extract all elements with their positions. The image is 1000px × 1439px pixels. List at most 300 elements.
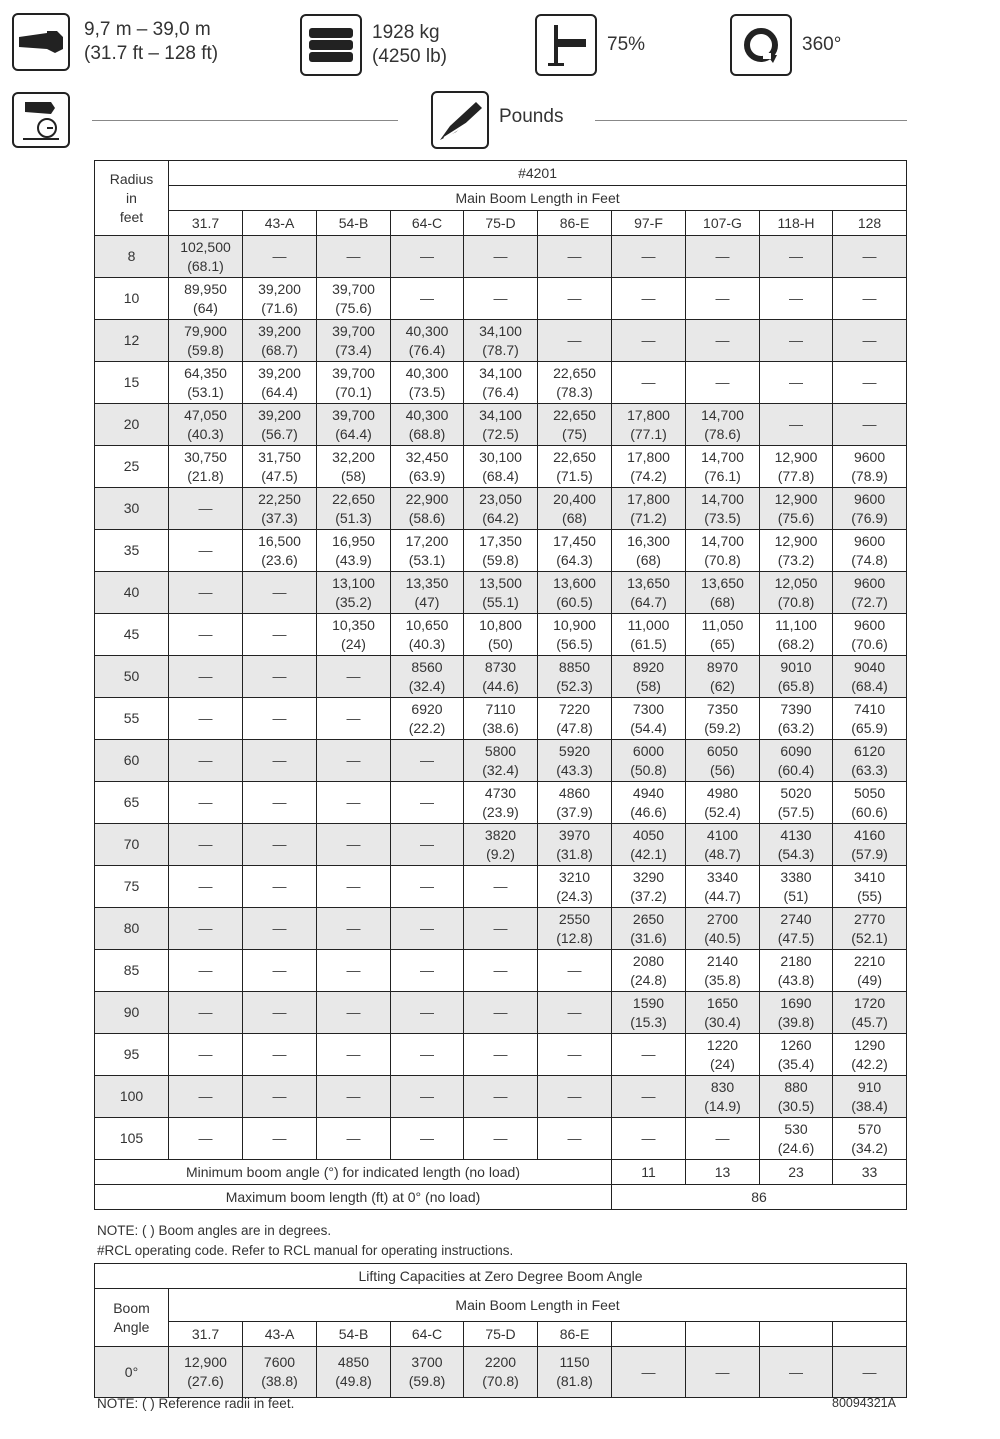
capacity-value: 3410 (853, 868, 886, 885)
capacity-cell (686, 1076, 760, 1118)
capacity-value: 17,800 (627, 490, 670, 507)
capacity-value: 14,700 (701, 406, 744, 423)
capacity-value: 9600 (853, 574, 886, 591)
capacity-cell: — (391, 950, 464, 992)
capacity-cell: — (317, 1118, 391, 1160)
radius-value: 25 (95, 446, 169, 488)
boom-length-column-header: 128 (833, 211, 907, 236)
counterweight-kg: 1928 kg (372, 22, 440, 43)
zero-capacity-cell (538, 1347, 612, 1398)
table-row (95, 908, 907, 950)
capacity-cell (833, 530, 907, 572)
capacity-cell (760, 1034, 833, 1076)
capacity-cell (391, 614, 464, 656)
capacity-cell (760, 1076, 833, 1118)
boom-angle-value: (57.5) (777, 803, 815, 820)
capacity-cell (464, 824, 538, 866)
capacity-value: 34,100 (479, 322, 522, 339)
capacity-value: 7410 (853, 700, 886, 717)
boom-angle-value: (68.4) (482, 467, 519, 484)
capacity-value: 14,700 (701, 448, 744, 465)
capacity-cell (317, 278, 391, 320)
capacity-cell (833, 1034, 907, 1076)
table-row (95, 530, 907, 572)
boom-angle-value: (49.8) (335, 1373, 372, 1389)
divider-right (595, 120, 907, 121)
table-row (95, 404, 907, 446)
capacity-value: 2200 (484, 1354, 517, 1370)
capacity-cell (464, 656, 538, 698)
boom-angle-value: (37.2) (630, 887, 667, 904)
boom-angle-value: (27.6) (187, 1373, 224, 1389)
capacity-cell: — (243, 1118, 317, 1160)
capacity-cell (317, 404, 391, 446)
capacity-cell (243, 362, 317, 404)
note-reference-radii: NOTE: ( ) Reference radii in feet. (97, 1396, 295, 1411)
capacity-cell: — (391, 824, 464, 866)
capacity-cell (833, 740, 907, 782)
divider-left (92, 120, 398, 121)
boom-angle-value: (9.2) (486, 845, 515, 862)
capacity-cell (612, 824, 686, 866)
capacity-value: 22,900 (405, 490, 449, 507)
capacity-cell (612, 614, 686, 656)
rotation-icon (730, 14, 792, 76)
capacity-value: 4860 (558, 784, 591, 801)
boom-angle-value: (12.8) (556, 929, 593, 946)
boom-angle-value: (31.6) (630, 929, 667, 946)
capacity-value: 7300 (632, 700, 665, 717)
capacity-cell (686, 824, 760, 866)
capacity-cell: — (391, 236, 464, 278)
table-row (95, 950, 907, 992)
boom-angle-value: (38.6) (482, 719, 519, 736)
capacity-cell: — (391, 1118, 464, 1160)
capacity-cell (612, 530, 686, 572)
capacity-value: 6000 (632, 742, 665, 759)
boom-angle-value: (70.8) (777, 593, 815, 610)
table-row (95, 866, 907, 908)
boom-angle-value: (71.2) (630, 509, 667, 526)
capacity-cell: — (391, 992, 464, 1034)
boom-angle-value: (39.8) (777, 1013, 815, 1030)
max-length-label: Maximum boom length (ft) at 0° (no load) (95, 1185, 612, 1210)
capacity-cell (391, 656, 464, 698)
capacity-value: 16,300 (627, 532, 670, 549)
capacity-value: 23,050 (479, 490, 522, 507)
boom-angle-value: (51.3) (335, 509, 372, 526)
capacity-cell (464, 698, 538, 740)
boom-angle-value: (74.2) (630, 467, 667, 484)
main-boom-gauge-icon (12, 92, 70, 148)
capacity-cell (243, 404, 317, 446)
capacity-cell (464, 404, 538, 446)
capacity-value: 9040 (853, 658, 886, 675)
zero-angle-label: 0° (95, 1347, 169, 1398)
capacity-cell (391, 446, 464, 488)
boom-angle-value: (52.1) (851, 929, 888, 946)
capacity-value: 7600 (263, 1354, 296, 1370)
capacity-value: 22,650 (332, 490, 375, 507)
capacity-cell: — (317, 698, 391, 740)
capacity-cell: — (243, 1076, 317, 1118)
boom-angle-value: (46.6) (630, 803, 667, 820)
table-row (95, 698, 907, 740)
capacity-cell: — (391, 278, 464, 320)
capacity-cell (169, 320, 243, 362)
capacity-value: 4850 (337, 1354, 370, 1370)
capacity-cell (833, 782, 907, 824)
capacity-cell (538, 782, 612, 824)
boom-angle-value: (50) (488, 635, 513, 652)
boom-angle-value: (73.4) (335, 341, 372, 358)
capacity-cell (833, 992, 907, 1034)
capacity-cell: — (464, 278, 538, 320)
capacity-cell: — (760, 362, 833, 404)
capacity-cell (391, 320, 464, 362)
capacity-cell (760, 530, 833, 572)
capacity-value: 22,650 (553, 448, 596, 465)
boom-angle-value: (43.3) (556, 761, 593, 778)
zero-capacity-cell: — (686, 1347, 760, 1398)
boom-angle-value: (58) (636, 677, 661, 694)
capacity-cell (686, 572, 760, 614)
boom-angle-value: (47.8) (556, 719, 593, 736)
table-row (95, 278, 907, 320)
capacity-value: 10,650 (405, 616, 449, 633)
boom-angle-value: (78.9) (851, 467, 888, 484)
zero-capacity-cell (464, 1347, 538, 1398)
capacity-cell: — (169, 656, 243, 698)
outrigger-value: 75% (607, 34, 646, 55)
capacity-cell: — (317, 782, 391, 824)
boom-angle-value: (48.7) (704, 845, 741, 862)
capacity-value: 9600 (853, 490, 886, 507)
capacity-value: 4730 (484, 784, 517, 801)
boom-angle-value: (24.6) (777, 1139, 815, 1156)
capacity-cell (317, 614, 391, 656)
boom-angle-value: (24.3) (556, 887, 593, 904)
capacity-cell: — (317, 740, 391, 782)
boom-angle-value: (32.4) (408, 677, 446, 694)
capacity-value: 39,200 (258, 322, 301, 339)
capacity-cell: — (538, 1076, 612, 1118)
zero-boom-length-column-header: 86-E (538, 1322, 612, 1347)
spec-counterweight (300, 14, 447, 76)
capacity-value: 17,350 (479, 532, 522, 549)
capacity-value: 10,900 (553, 616, 596, 633)
capacity-cell: — (169, 866, 243, 908)
capacity-value: 13,500 (479, 574, 522, 591)
capacity-value: 32,200 (332, 448, 375, 465)
capacity-cell: — (391, 866, 464, 908)
boom-angle-value: (56.5) (556, 635, 593, 652)
capacity-cell: — (169, 572, 243, 614)
boom-angle-value: (34.2) (851, 1139, 888, 1156)
capacity-cell: — (317, 824, 391, 866)
capacity-cell (760, 488, 833, 530)
capacity-cell (538, 908, 612, 950)
rcl-code: #4201 (169, 161, 907, 186)
boom-angle-value: (71.6) (261, 299, 298, 316)
radius-value: 20 (95, 404, 169, 446)
capacity-cell (833, 446, 907, 488)
capacity-cell (538, 530, 612, 572)
capacity-cell: — (464, 1118, 538, 1160)
capacity-cell (464, 614, 538, 656)
capacity-value: 1290 (853, 1036, 886, 1053)
table-row (95, 614, 907, 656)
capacity-value: 39,200 (258, 364, 301, 381)
boom-angle-value: (59.8) (482, 551, 519, 568)
radius-value: 95 (95, 1034, 169, 1076)
capacity-cell: — (243, 614, 317, 656)
capacity-cell (538, 488, 612, 530)
capacity-cell: — (169, 740, 243, 782)
capacity-value: 8560 (411, 658, 443, 675)
boom-angle-value: (72.5) (482, 425, 519, 442)
boom-angle-value: (31.8) (556, 845, 593, 862)
boom-angle-value: (78.7) (482, 341, 519, 358)
boom-angle-value: (65.8) (777, 677, 815, 694)
boom-angle-value: (35.2) (335, 593, 372, 610)
capacity-cell: — (243, 782, 317, 824)
capacity-cell: — (317, 992, 391, 1034)
min-angle-value: 11 (612, 1160, 686, 1185)
capacity-cell (169, 446, 243, 488)
boom-angle-value: (64) (193, 299, 218, 316)
capacity-value: 10,800 (479, 616, 522, 633)
capacity-cell: — (169, 488, 243, 530)
capacity-cell: — (464, 236, 538, 278)
capacity-value: 9600 (853, 448, 886, 465)
capacity-value: 2210 (853, 952, 886, 969)
capacity-cell: — (169, 530, 243, 572)
radius-value: 30 (95, 488, 169, 530)
boom-angle-value: (75.6) (777, 509, 815, 526)
table-row (95, 572, 907, 614)
boom-angle-value: (55.1) (482, 593, 519, 610)
capacity-value: 9600 (853, 616, 886, 633)
capacity-value: 880 (784, 1078, 808, 1095)
spec-rotation (730, 14, 841, 76)
boom-angle-value: (44.7) (704, 887, 741, 904)
boom-angle-value: (72.7) (851, 593, 888, 610)
capacity-value: 17,200 (405, 532, 449, 549)
capacity-cell (169, 236, 243, 278)
capacity-value: 22,250 (258, 490, 301, 507)
boom-angle-value: (47.5) (777, 929, 815, 946)
capacity-cell (391, 404, 464, 446)
capacity-cell (464, 362, 538, 404)
min-angle-label: Minimum boom angle (°) for indicated length (no load) (95, 1160, 612, 1185)
capacity-cell (464, 782, 538, 824)
capacity-value: 10,350 (332, 616, 375, 633)
capacity-cell (612, 404, 686, 446)
capacity-value: 910 (857, 1078, 882, 1095)
table-row (95, 236, 907, 278)
capacity-cell: — (391, 740, 464, 782)
capacity-cell: — (464, 866, 538, 908)
capacity-cell (686, 866, 760, 908)
capacity-cell (833, 824, 907, 866)
capacity-cell: — (391, 782, 464, 824)
boom-angle-value: (45.7) (851, 1013, 888, 1030)
boom-angle-value: (76.4) (482, 383, 519, 400)
boom-angle-value: (23.6) (261, 551, 298, 568)
outrigger-icon (535, 14, 597, 76)
min-angle-value: 13 (686, 1160, 760, 1185)
capacity-cell (833, 1118, 907, 1160)
radius-value: 12 (95, 320, 169, 362)
capacity-cell (464, 572, 538, 614)
boom-angle-value: (78.6) (704, 425, 741, 442)
capacity-value: 32,450 (405, 448, 449, 465)
boom-angle-value: (56) (710, 761, 735, 778)
capacity-cell (612, 950, 686, 992)
boom-angle-value: (74.8) (851, 551, 888, 568)
capacity-cell (686, 782, 760, 824)
table-row (95, 782, 907, 824)
boom-angle-value: (40.3) (187, 425, 224, 442)
capacity-value: 11,000 (627, 616, 670, 633)
capacity-cell: — (391, 1076, 464, 1118)
capacity-cell (612, 866, 686, 908)
capacity-value: 20,400 (553, 490, 596, 507)
capacity-value: 7390 (780, 700, 812, 717)
capacity-cell: — (169, 1118, 243, 1160)
capacity-value: 2650 (632, 910, 665, 927)
capacity-cell (833, 488, 907, 530)
capacity-cell (391, 530, 464, 572)
note-boom-angles: NOTE: ( ) Boom angles are in degrees. (97, 1223, 332, 1238)
radius-value: 70 (95, 824, 169, 866)
capacity-value: 6090 (780, 742, 812, 759)
boom-angle-value: (22.2) (408, 719, 446, 736)
capacity-value: 34,100 (479, 364, 522, 381)
capacity-cell (464, 320, 538, 362)
capacity-value: 1260 (780, 1036, 812, 1053)
capacity-cell (538, 446, 612, 488)
capacity-cell (612, 908, 686, 950)
capacity-value: 1220 (706, 1036, 739, 1053)
boom-length-column-header: 64-C (391, 211, 464, 236)
capacity-value: 6050 (706, 742, 739, 759)
boom-angle-value: (63.2) (777, 719, 815, 736)
units-label: Pounds (499, 106, 564, 127)
capacity-cell: — (833, 278, 907, 320)
boom-angle-value: (50.8) (630, 761, 667, 778)
capacity-value: 2770 (853, 910, 886, 927)
capacity-cell (612, 698, 686, 740)
capacity-value: 40,300 (405, 406, 449, 423)
boom-angle-value: (63.3) (851, 761, 888, 778)
boom-angle-value: (68.8) (408, 425, 446, 442)
boom-angle-value: (73.2) (777, 551, 815, 568)
capacity-value: 22,650 (553, 406, 596, 423)
capacity-cell (686, 908, 760, 950)
radius-value: 8 (95, 236, 169, 278)
capacity-cell: — (169, 782, 243, 824)
capacity-cell (686, 488, 760, 530)
boom-angle-value: (65.9) (851, 719, 888, 736)
boom-angle-value: (32.4) (482, 761, 519, 778)
radius-value: 90 (95, 992, 169, 1034)
zero-capacity-cell: — (760, 1347, 833, 1398)
radius-value: 50 (95, 656, 169, 698)
radius-value: 65 (95, 782, 169, 824)
capacity-value: 47,050 (184, 406, 227, 423)
boom-angle-value: (37.3) (261, 509, 298, 526)
capacity-cell (760, 572, 833, 614)
max-length-value: 86 (612, 1185, 907, 1210)
boom-angle-value: (14.9) (704, 1097, 741, 1114)
boom-angle-value: (54.4) (630, 719, 667, 736)
capacity-value: 7350 (706, 700, 739, 717)
radius-value: 75 (95, 866, 169, 908)
boom-angle-value: (43.8) (777, 971, 815, 988)
capacity-value: 12,050 (774, 574, 818, 591)
boom-length-imperial: (31.7 ft – 128 ft) (84, 43, 219, 64)
capacity-cell: — (169, 1034, 243, 1076)
capacity-value: 12,900 (774, 448, 818, 465)
capacity-cell: — (538, 278, 612, 320)
boom-angle-value: (30.4) (704, 1013, 741, 1030)
boom-length-column-header: 43-A (243, 211, 317, 236)
zero-boom-length-header: Main Boom Length in Feet (169, 1289, 907, 1322)
capacity-cell: — (169, 698, 243, 740)
capacity-cell (391, 572, 464, 614)
capacity-cell (464, 740, 538, 782)
boom-angle-value: (51) (783, 887, 809, 904)
boom-angle-value: (52.3) (556, 677, 593, 694)
capacity-cell (612, 488, 686, 530)
radius-value: 55 (95, 698, 169, 740)
zero-boom-length-column-header: 75-D (464, 1322, 538, 1347)
capacity-cell: — (538, 1034, 612, 1076)
boom-angle-value: (64.3) (556, 551, 593, 568)
capacity-value: 1590 (632, 994, 665, 1011)
capacity-value: 13,650 (627, 574, 670, 591)
capacity-cell (538, 362, 612, 404)
zero-capacity-cell: — (612, 1347, 686, 1398)
capacity-cell (686, 950, 760, 992)
min-angle-value: 23 (760, 1160, 833, 1185)
boom-angle-value: (60.5) (556, 593, 593, 610)
capacity-value: 89,950 (184, 280, 227, 297)
capacity-value: 5800 (484, 742, 517, 759)
counterweight-lb: (4250 lb) (372, 46, 447, 67)
zero-boom-length-column-header: 54-B (317, 1322, 391, 1347)
capacity-value: 17,800 (627, 448, 670, 465)
capacity-cell: — (243, 740, 317, 782)
capacity-cell (833, 614, 907, 656)
zero-capacity-cell (169, 1347, 243, 1398)
capacity-cell: — (612, 278, 686, 320)
table-row (95, 446, 907, 488)
capacity-cell: — (833, 320, 907, 362)
capacity-cell: — (686, 1118, 760, 1160)
capacity-value: 4100 (706, 826, 739, 843)
boom-angle-value: (60.4) (777, 761, 815, 778)
capacity-value: 1650 (706, 994, 739, 1011)
zero-boom-length-column-header (833, 1322, 907, 1347)
capacity-cell: — (317, 1076, 391, 1118)
boom-angle-value: (52.4) (704, 803, 741, 820)
capacity-value: 4130 (780, 826, 812, 843)
capacity-value: 2080 (632, 952, 665, 969)
capacity-cell: — (243, 824, 317, 866)
